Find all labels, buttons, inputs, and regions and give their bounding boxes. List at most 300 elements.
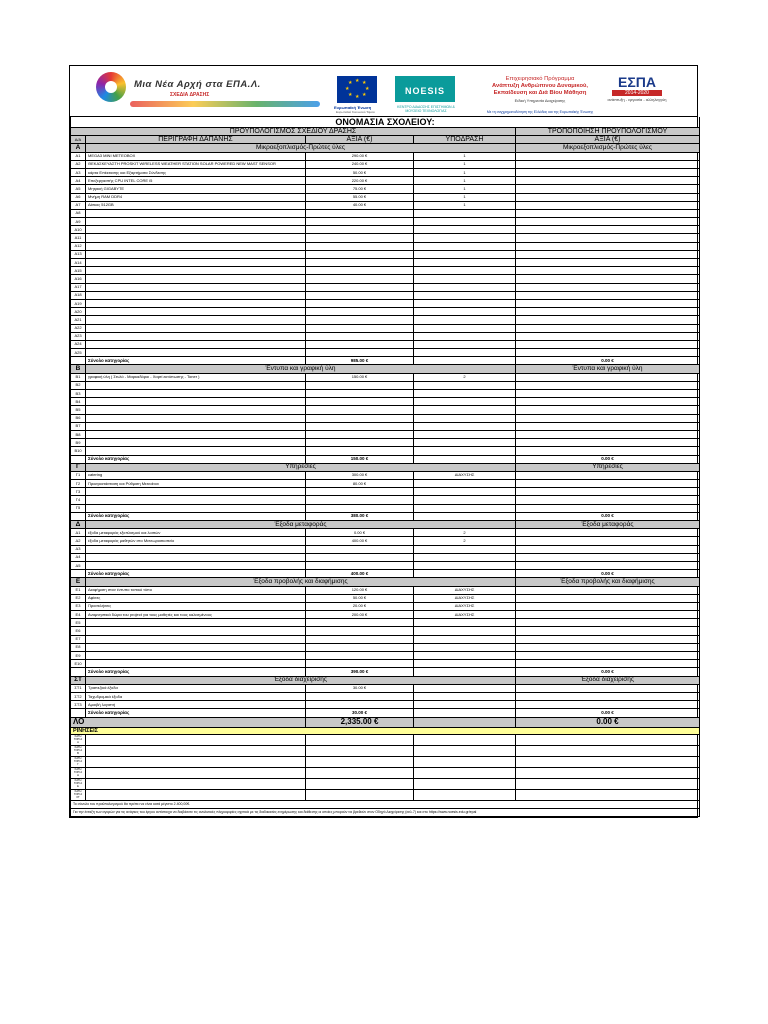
- line-item-row: [71, 561, 700, 569]
- line-item-description[interactable]: ΘΕΚΑΣΚΕΥΑΣΤΗ PROSKIT WIRELESS WEATHER STATION SOLAR POWERED NEW MAST SENSOR: [86, 160, 306, 168]
- line-item-value[interactable]: [306, 316, 414, 324]
- line-item-description[interactable]: [86, 504, 306, 512]
- line-item-value-right[interactable]: [516, 381, 700, 389]
- line-item-subaction[interactable]: [414, 430, 516, 438]
- line-item-subaction[interactable]: 2: [414, 537, 516, 545]
- line-item-value[interactable]: [306, 701, 414, 709]
- school-name-label[interactable]: ΟΝΟΜΑΣΙΑ ΣΧΟΛΕΙΟΥ:: [71, 117, 700, 128]
- line-item-subaction[interactable]: ΔΙΑΧΥΣΗΣ: [414, 611, 516, 619]
- line-item-code: Γ3: [71, 488, 86, 496]
- line-item-subaction[interactable]: [414, 234, 516, 242]
- note-text[interactable]: [86, 789, 306, 800]
- eu-caption: Ευρωπαϊκή Ένωση: [334, 105, 372, 110]
- note-category-code: ΚΑΤΗ ΓΟΡΙ Α Γ: [71, 756, 86, 767]
- line-item-subaction[interactable]: ΔΙΑΧΥΣΗΣ: [414, 594, 516, 602]
- line-item-subaction[interactable]: [414, 684, 516, 692]
- line-item-description[interactable]: γραφική ύλη ( Στυλό - Μαρκαδόροι - Χαρτί εκτύπωσης - Toner ): [86, 373, 306, 381]
- line-item-description[interactable]: Αμοιβή λογιστή: [86, 701, 306, 709]
- line-item-value-right[interactable]: [516, 627, 700, 635]
- line-item-value-right[interactable]: [516, 259, 700, 267]
- line-item-description[interactable]: Μνήμη RAM DDR4: [86, 193, 306, 201]
- category-name-right: Μικροεξοπλισμός-Πρώτες ύλες: [516, 144, 700, 152]
- line-item-description[interactable]: [86, 283, 306, 291]
- line-item-description[interactable]: [86, 332, 306, 340]
- line-item-description[interactable]: [86, 430, 306, 438]
- line-item-value[interactable]: [306, 209, 414, 217]
- line-item-value-right[interactable]: [516, 201, 700, 209]
- line-item-description[interactable]: [86, 259, 306, 267]
- line-item-subaction[interactable]: [414, 635, 516, 643]
- line-item-description[interactable]: [86, 234, 306, 242]
- line-item-value-right[interactable]: [516, 390, 700, 398]
- line-item-code: Α21: [71, 316, 86, 324]
- line-item-value-right[interactable]: [516, 234, 700, 242]
- line-item-subaction[interactable]: 2: [414, 373, 516, 381]
- line-item-subaction[interactable]: ΔΙΑΧΥΣΗΣ: [414, 602, 516, 610]
- line-item-row: [71, 332, 700, 340]
- line-item-value-right[interactable]: [516, 308, 700, 316]
- line-item-value[interactable]: 400.00 €: [306, 537, 414, 545]
- line-item-value[interactable]: 200.00 €: [306, 611, 414, 619]
- line-item-value-right[interactable]: [516, 471, 700, 479]
- note-text[interactable]: [86, 767, 306, 778]
- line-item-value-right[interactable]: [516, 643, 700, 651]
- line-item-value-right[interactable]: [516, 414, 700, 422]
- line-item-row: [71, 283, 700, 291]
- line-item-value[interactable]: 75.00 €: [306, 185, 414, 193]
- line-item-value[interactable]: [306, 422, 414, 430]
- line-item-value-right[interactable]: [516, 496, 700, 504]
- line-item-subaction[interactable]: [414, 250, 516, 258]
- line-item-subaction[interactable]: 2: [414, 529, 516, 537]
- line-item-value[interactable]: [306, 226, 414, 234]
- line-item-subaction[interactable]: [414, 332, 516, 340]
- line-item-value-right[interactable]: [516, 430, 700, 438]
- line-item-value-right[interactable]: [516, 447, 700, 455]
- line-item-subaction[interactable]: [414, 381, 516, 389]
- line-item-value[interactable]: 50.00 €: [306, 168, 414, 176]
- line-item-value-right[interactable]: [516, 553, 700, 561]
- line-item-description[interactable]: έξοδα μεταφοράς εξοπλισμού και λοιπών: [86, 529, 306, 537]
- line-item-subaction[interactable]: [414, 545, 516, 553]
- line-item-value[interactable]: 220.00 €: [306, 177, 414, 185]
- line-item-value[interactable]: 150.00 €: [306, 373, 414, 381]
- budget-table: [70, 117, 700, 817]
- line-item-description[interactable]: Τραπεζικά έξοδα: [86, 684, 306, 692]
- note-value-right[interactable]: [516, 778, 700, 789]
- line-item-subaction[interactable]: [414, 439, 516, 447]
- line-item-description[interactable]: [86, 561, 306, 569]
- note-subaction[interactable]: [414, 745, 516, 756]
- line-item-code: Α6: [71, 193, 86, 201]
- line-item-value[interactable]: [306, 406, 414, 414]
- note-text[interactable]: [86, 745, 306, 756]
- line-item-value[interactable]: [306, 283, 414, 291]
- note-value[interactable]: [306, 734, 414, 745]
- line-item-subaction[interactable]: [414, 398, 516, 406]
- line-item-value-right[interactable]: [516, 660, 700, 668]
- line-item-value[interactable]: [306, 332, 414, 340]
- line-item-description[interactable]: [86, 447, 306, 455]
- line-item-subaction[interactable]: [414, 291, 516, 299]
- line-item-value[interactable]: [306, 561, 414, 569]
- category-sum-empty: [414, 357, 516, 365]
- note-value-right[interactable]: [516, 745, 700, 756]
- line-item-value-right[interactable]: [516, 267, 700, 275]
- line-item-row: [71, 267, 700, 275]
- line-item-subaction[interactable]: [414, 504, 516, 512]
- line-item-description[interactable]: Αναμνηστικά δώρα του project για τους μαθητές και τους καλεσμένους: [86, 611, 306, 619]
- line-item-subaction[interactable]: [414, 627, 516, 635]
- line-item-description[interactable]: [86, 381, 306, 389]
- line-item-description[interactable]: Προσκλήσεις: [86, 602, 306, 610]
- line-item-value-right[interactable]: [516, 652, 700, 660]
- line-item-value-right[interactable]: [516, 291, 700, 299]
- line-item-value[interactable]: [306, 619, 414, 627]
- line-item-row: [71, 594, 700, 602]
- note-subaction[interactable]: [414, 767, 516, 778]
- note-text[interactable]: [86, 756, 306, 767]
- line-item-description[interactable]: [86, 349, 306, 357]
- line-item-description[interactable]: [86, 308, 306, 316]
- line-item-description[interactable]: [86, 340, 306, 348]
- line-item-value[interactable]: 120.00 €: [306, 586, 414, 594]
- line-item-value-right[interactable]: [516, 168, 700, 176]
- line-item-value-right[interactable]: [516, 488, 700, 496]
- line-item-row: [71, 447, 700, 455]
- line-item-subaction[interactable]: [414, 488, 516, 496]
- note-text[interactable]: [86, 734, 306, 745]
- line-item-subaction[interactable]: ΔΙΑΧΥΣΗΣ: [414, 471, 516, 479]
- line-item-value[interactable]: 300.00 €: [306, 471, 414, 479]
- note-subaction[interactable]: [414, 789, 516, 800]
- line-item-subaction[interactable]: [414, 308, 516, 316]
- line-item-subaction[interactable]: [414, 218, 516, 226]
- category-code: Δ: [71, 521, 86, 529]
- line-item-value[interactable]: [306, 340, 414, 348]
- line-item-subaction[interactable]: 1: [414, 152, 516, 160]
- line-item-value-right[interactable]: [516, 480, 700, 488]
- line-item-value[interactable]: [306, 545, 414, 553]
- line-item-subaction[interactable]: [414, 267, 516, 275]
- line-item-subaction[interactable]: [414, 226, 516, 234]
- line-item-subaction[interactable]: [414, 324, 516, 332]
- line-item-subaction[interactable]: 1: [414, 160, 516, 168]
- line-item-value-right[interactable]: [516, 218, 700, 226]
- line-item-description[interactable]: catering: [86, 471, 306, 479]
- line-item-row: [71, 218, 700, 226]
- line-item-value[interactable]: 240.00 €: [306, 160, 414, 168]
- line-item-value[interactable]: 55.00 €: [306, 193, 414, 201]
- line-item-value[interactable]: [306, 250, 414, 258]
- line-item-subaction[interactable]: [414, 553, 516, 561]
- line-item-description[interactable]: MEGA3 MINI METEOBOX: [86, 152, 306, 160]
- line-item-value-right[interactable]: [516, 226, 700, 234]
- line-item-subaction[interactable]: [414, 316, 516, 324]
- line-item-description[interactable]: [86, 398, 306, 406]
- line-item-subaction[interactable]: [414, 390, 516, 398]
- note-value[interactable]: [306, 789, 414, 800]
- line-item-description[interactable]: [86, 275, 306, 283]
- line-item-description[interactable]: [86, 209, 306, 217]
- line-item-value[interactable]: [306, 275, 414, 283]
- line-item-value[interactable]: 40.00 €: [306, 201, 414, 209]
- line-item-description[interactable]: [86, 414, 306, 422]
- line-item-value-right[interactable]: [516, 193, 700, 201]
- line-item-description[interactable]: [86, 242, 306, 250]
- line-item-value-right[interactable]: [516, 185, 700, 193]
- line-item-value-right[interactable]: [516, 160, 700, 168]
- line-item-description[interactable]: Δίσκος 512GB: [86, 201, 306, 209]
- line-item-value[interactable]: [306, 242, 414, 250]
- line-item-description[interactable]: [86, 488, 306, 496]
- line-item-subaction[interactable]: [414, 340, 516, 348]
- line-item-description[interactable]: Μητρική GIGABYTE: [86, 185, 306, 193]
- line-item-subaction[interactable]: [414, 660, 516, 668]
- line-item-subaction[interactable]: [414, 299, 516, 307]
- line-item-value-right[interactable]: [516, 283, 700, 291]
- note-value[interactable]: [306, 756, 414, 767]
- line-item-value[interactable]: [306, 660, 414, 668]
- line-item-subaction[interactable]: [414, 209, 516, 217]
- col-value-right: ΑΞΙΑ (€): [516, 136, 700, 144]
- line-item-value[interactable]: 80.00 €: [306, 480, 414, 488]
- line-item-subaction[interactable]: [414, 242, 516, 250]
- line-item-subaction[interactable]: [414, 643, 516, 651]
- line-item-value-right[interactable]: [516, 545, 700, 553]
- note-value[interactable]: [306, 745, 414, 756]
- line-item-subaction[interactable]: 1: [414, 177, 516, 185]
- line-item-description[interactable]: [86, 406, 306, 414]
- line-item-description[interactable]: Προεγκατάσταση και Ρύθμιση Μετεοbox: [86, 480, 306, 488]
- line-item-value[interactable]: [306, 504, 414, 512]
- line-item-description[interactable]: [86, 635, 306, 643]
- line-item-description[interactable]: [86, 267, 306, 275]
- line-item-value[interactable]: [306, 308, 414, 316]
- line-item-value[interactable]: [306, 496, 414, 504]
- line-item-value-right[interactable]: [516, 406, 700, 414]
- line-item-description[interactable]: [86, 250, 306, 258]
- line-item-row: [71, 316, 700, 324]
- category-sum-spacer: [71, 570, 86, 578]
- line-item-description[interactable]: [86, 324, 306, 332]
- line-item-description[interactable]: [86, 627, 306, 635]
- category-sum-empty: [414, 709, 516, 717]
- line-item-subaction[interactable]: [414, 259, 516, 267]
- line-item-row: [71, 422, 700, 430]
- line-item-description[interactable]: έξοδα μεταφοράς μαθητών στο Μετεωροσκοπείο: [86, 537, 306, 545]
- line-item-value-right[interactable]: [516, 340, 700, 348]
- line-item-value[interactable]: [306, 324, 414, 332]
- line-item-description[interactable]: Επεξεργαστής CPU INTEL CORE i5: [86, 177, 306, 185]
- line-item-code: Ε6: [71, 627, 86, 635]
- line-item-subaction[interactable]: [414, 561, 516, 569]
- line-item-description[interactable]: [86, 316, 306, 324]
- line-item-value-right[interactable]: [516, 635, 700, 643]
- line-item-value[interactable]: 0.00 €: [306, 529, 414, 537]
- line-item-subaction[interactable]: [414, 692, 516, 700]
- line-item-subaction[interactable]: [414, 496, 516, 504]
- line-item-subaction[interactable]: [414, 414, 516, 422]
- line-item-row: [71, 430, 700, 438]
- line-item-value[interactable]: [306, 349, 414, 357]
- line-item-value[interactable]: [306, 430, 414, 438]
- line-item-subaction[interactable]: 1: [414, 201, 516, 209]
- note-subaction[interactable]: [414, 778, 516, 789]
- line-item-subaction[interactable]: [414, 619, 516, 627]
- line-item-description[interactable]: [86, 553, 306, 561]
- espa-years: 2014-2020: [612, 90, 662, 96]
- line-item-row: [71, 340, 700, 348]
- line-item-value-right[interactable]: [516, 398, 700, 406]
- line-item-subaction[interactable]: [414, 701, 516, 709]
- category-header-row: [71, 365, 700, 373]
- line-item-value[interactable]: 30.00 €: [306, 684, 414, 692]
- line-item-description[interactable]: [86, 291, 306, 299]
- line-item-description[interactable]: [86, 496, 306, 504]
- line-item-value-right[interactable]: [516, 177, 700, 185]
- footnote-row: [71, 800, 700, 808]
- line-item-value-right[interactable]: [516, 209, 700, 217]
- category-sum-label: Σύνολο κατηγορίας: [86, 709, 306, 717]
- line-item-description[interactable]: [86, 660, 306, 668]
- line-item-description[interactable]: [86, 619, 306, 627]
- line-item-subaction[interactable]: [414, 283, 516, 291]
- line-item-value[interactable]: 20.00 €: [306, 602, 414, 610]
- category-sum-empty: [414, 570, 516, 578]
- line-item-description[interactable]: [86, 643, 306, 651]
- line-item-value-right[interactable]: [516, 701, 700, 709]
- line-item-value-right[interactable]: [516, 586, 700, 594]
- line-item-code: Γ5: [71, 504, 86, 512]
- line-item-value-right[interactable]: [516, 504, 700, 512]
- line-item-subaction[interactable]: [414, 406, 516, 414]
- line-item-value[interactable]: [306, 390, 414, 398]
- notes-header-row: [71, 727, 700, 734]
- line-item-subaction[interactable]: 1: [414, 168, 516, 176]
- line-item-value[interactable]: [306, 234, 414, 242]
- line-item-value-right[interactable]: [516, 611, 700, 619]
- category-sum-row: [71, 357, 700, 365]
- note-value-right[interactable]: [516, 767, 700, 778]
- column-header-row: [71, 136, 700, 144]
- line-item-subaction[interactable]: [414, 480, 516, 488]
- line-item-description[interactable]: Αφίσες: [86, 594, 306, 602]
- line-item-value[interactable]: [306, 627, 414, 635]
- line-item-value[interactable]: [306, 381, 414, 389]
- noesis-logo: NOESIS: [395, 76, 455, 102]
- line-item-description[interactable]: [86, 299, 306, 307]
- note-text[interactable]: [86, 778, 306, 789]
- line-item-subaction[interactable]: [414, 447, 516, 455]
- line-item-value[interactable]: [306, 218, 414, 226]
- line-item-subaction[interactable]: 1: [414, 193, 516, 201]
- swoosh-decoration: [130, 101, 320, 107]
- line-item-value-right[interactable]: [516, 299, 700, 307]
- line-item-value-right[interactable]: [516, 529, 700, 537]
- line-item-description[interactable]: Ταχυδρομικά έξοδα: [86, 692, 306, 700]
- line-item-value-right[interactable]: [516, 439, 700, 447]
- line-item-subaction[interactable]: [414, 349, 516, 357]
- line-item-description[interactable]: [86, 439, 306, 447]
- line-item-value-right[interactable]: [516, 332, 700, 340]
- note-value-right[interactable]: [516, 756, 700, 767]
- line-item-value-right[interactable]: [516, 619, 700, 627]
- category-header-row: [71, 578, 700, 586]
- line-item-value[interactable]: [306, 291, 414, 299]
- line-item-value-right[interactable]: [516, 275, 700, 283]
- line-item-subaction[interactable]: [414, 275, 516, 283]
- line-item-value-right[interactable]: [516, 373, 700, 381]
- line-item-value-right[interactable]: [516, 561, 700, 569]
- line-item-value-right[interactable]: [516, 349, 700, 357]
- line-item-value[interactable]: [306, 299, 414, 307]
- line-item-value[interactable]: [306, 643, 414, 651]
- line-item-value[interactable]: [306, 553, 414, 561]
- line-item-description[interactable]: [86, 390, 306, 398]
- line-item-value[interactable]: 290.00 €: [306, 152, 414, 160]
- line-item-description[interactable]: [86, 422, 306, 430]
- note-value-right[interactable]: [516, 734, 700, 745]
- line-item-value-right[interactable]: [516, 242, 700, 250]
- line-item-code: Ε1: [71, 586, 86, 594]
- line-item-value[interactable]: 50.00 €: [306, 594, 414, 602]
- line-item-value[interactable]: [306, 488, 414, 496]
- line-item-value[interactable]: [306, 259, 414, 267]
- line-item-value-right[interactable]: [516, 594, 700, 602]
- note-value-right[interactable]: [516, 789, 700, 800]
- line-item-value[interactable]: [306, 652, 414, 660]
- line-item-value-right[interactable]: [516, 422, 700, 430]
- line-item-description[interactable]: Διαφήμιση στον έντυπο τοπικό τύπο: [86, 586, 306, 594]
- line-item-value-right[interactable]: [516, 692, 700, 700]
- line-item-code: Α25: [71, 349, 86, 357]
- line-item-description[interactable]: [86, 226, 306, 234]
- line-item-subaction[interactable]: [414, 652, 516, 660]
- line-item-description[interactable]: [86, 652, 306, 660]
- line-item-subaction[interactable]: 1: [414, 185, 516, 193]
- line-item-value-right[interactable]: [516, 250, 700, 258]
- line-item-code: Β9: [71, 439, 86, 447]
- line-item-value-right[interactable]: [516, 537, 700, 545]
- line-item-description[interactable]: κάρτα Επέκτασης και Εξαρτήματα Σύνδεσης: [86, 168, 306, 176]
- line-item-value[interactable]: [306, 414, 414, 422]
- line-item-description[interactable]: [86, 218, 306, 226]
- note-value[interactable]: [306, 778, 414, 789]
- line-item-value[interactable]: [306, 692, 414, 700]
- line-item-subaction[interactable]: ΔΙΑΧΥΣΗΣ: [414, 586, 516, 594]
- line-item-code: Α23: [71, 332, 86, 340]
- footnote1: Το σύνολο του προϋπολογισμού θα πρέπει να είναι κατά μέγιστο 2.400,00€.: [71, 800, 700, 808]
- line-item-value-right[interactable]: [516, 316, 700, 324]
- line-item-value[interactable]: [306, 439, 414, 447]
- line-item-row: [71, 586, 700, 594]
- line-item-value-right[interactable]: [516, 684, 700, 692]
- line-item-value[interactable]: [306, 267, 414, 275]
- line-item-value[interactable]: [306, 635, 414, 643]
- line-item-subaction[interactable]: [414, 422, 516, 430]
- note-subaction[interactable]: [414, 756, 516, 767]
- note-subaction[interactable]: [414, 734, 516, 745]
- note-value[interactable]: [306, 767, 414, 778]
- line-item-value-right[interactable]: [516, 152, 700, 160]
- line-item-description[interactable]: [86, 545, 306, 553]
- line-item-value-right[interactable]: [516, 324, 700, 332]
- line-item-value[interactable]: [306, 447, 414, 455]
- category-name-right: Υπηρεσίες: [516, 463, 700, 471]
- line-item-value-right[interactable]: [516, 602, 700, 610]
- line-item-value[interactable]: [306, 398, 414, 406]
